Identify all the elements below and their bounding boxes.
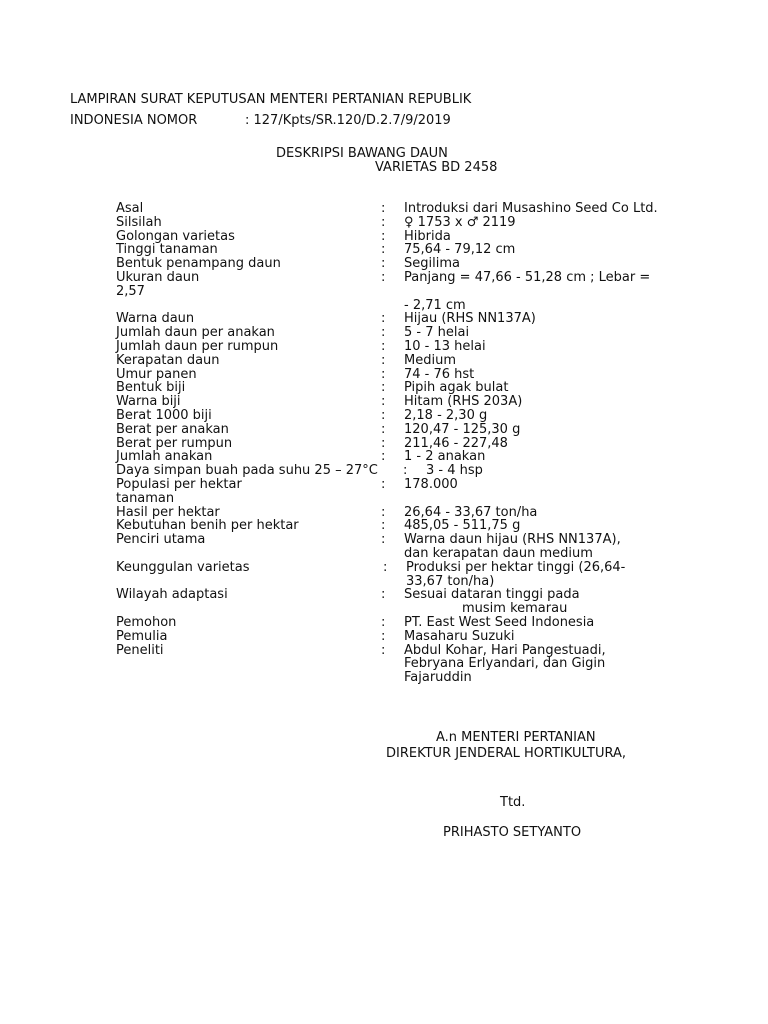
row-value: Segilima [404,256,460,271]
row-colon: : [381,242,386,257]
row-colon: : [381,643,386,658]
row-label: Silsilah [116,215,162,230]
row-value: 3 - 4 hsp [426,463,483,478]
row-colon: : [381,380,386,395]
row-label: Pemulia [116,629,168,644]
header-line-2-value: : 127/Kpts/SR.120/D.2.7/9/2019 [245,113,451,128]
row-value: Abdul Kohar, Hari Pangestuadi, [404,643,606,658]
row-value: PT. East West Seed Indonesia [404,615,595,630]
row-label: Penciri utama [116,532,206,547]
row-value: 178.000 [404,477,458,492]
row-label: Umur panen [116,367,197,382]
row-label: Warna daun [116,311,195,326]
row-colon: : [381,408,386,423]
row-value: Fajaruddin [404,670,472,685]
signature-ttd: Ttd. [500,795,526,810]
row-colon: : [381,201,386,216]
row-colon: : [381,587,386,602]
row-label: Golongan varietas [116,229,235,244]
row-label: Populasi per hektar [116,477,242,492]
header-line-2-label: INDONESIA NOMOR [70,113,198,128]
row-value: Masaharu Suzuki [404,629,515,644]
row-colon: : [381,629,386,644]
row-value: Hitam (RHS 203A) [404,394,523,409]
row-value: 485,05 - 511,75 g [404,518,521,533]
row-colon: : [381,436,386,451]
row-value: 120,47 - 125,30 g [404,422,521,437]
row-value: Hijau (RHS NN137A) [404,311,536,326]
row-label: Ukuran daun [116,270,200,285]
row-colon: : [381,367,386,382]
row-value: 33,67 ton/ha) [406,574,495,589]
row-colon: : [381,518,386,533]
row-value: ♀ 1753 x ♂ 2119 [404,215,516,230]
row-value: Introduksi dari Musashino Seed Co Ltd. [404,201,658,216]
row-colon: : [381,270,386,285]
row-value: 26,64 - 33,67 ton/ha [404,505,538,520]
row-label: Wilayah adaptasi [116,587,228,602]
row-value: Medium [404,353,456,368]
row-colon: : [381,215,386,230]
header-line-1: LAMPIRAN SURAT KEPUTUSAN MENTERI PERTANIAN REPUBLIK [70,92,472,107]
row-colon: : [383,560,388,575]
row-value: 74 - 76 hst [404,367,475,382]
row-label: Warna biji [116,394,181,409]
row-label: Asal [116,201,144,216]
row-colon: : [381,505,386,520]
row-value: - 2,71 cm [404,298,466,313]
row-colon: : [403,463,408,478]
row-colon: : [381,325,386,340]
row-value: dan kerapatan daun medium [404,546,593,561]
row-value: Hibrida [404,229,451,244]
row-label: Bentuk biji [116,380,186,395]
signatory-name: PRIHASTO SETYANTO [443,825,582,840]
row-value: 1 - 2 anakan [404,449,486,464]
row-label: Hasil per hektar [116,505,220,520]
row-colon: : [381,229,386,244]
row-colon: : [381,394,386,409]
row-label: 2,57 [116,284,145,299]
row-colon: : [381,477,386,492]
row-value: Panjang = 47,66 - 51,28 cm ; Lebar = [404,270,651,285]
row-label: Kebutuhan benih per hektar [116,518,299,533]
row-label: Jumlah daun per anakan [116,325,275,340]
row-value: 75,64 - 79,12 cm [404,242,516,257]
row-colon: : [381,615,386,630]
row-label: Tinggi tanaman [116,242,218,257]
row-colon: : [381,353,386,368]
row-label: Bentuk penampang daun [116,256,281,271]
row-value: 211,46 - 227,48 [404,436,508,451]
row-value: Sesuai dataran tinggi pada [404,587,580,602]
row-colon: : [381,311,386,326]
row-value: 5 - 7 helai [404,325,470,340]
row-label: Berat 1000 biji [116,408,212,423]
row-label: Daya simpan buah pada suhu 25 – 27°C [116,463,378,478]
document-subtitle: VARIETAS BD 2458 [375,160,498,175]
row-value: Pipih agak bulat [404,380,509,395]
row-label: Keunggulan varietas [116,560,250,575]
row-label: Berat per anakan [116,422,229,437]
row-colon: : [381,532,386,547]
row-label: Jumlah anakan [116,449,213,464]
row-label: Pemohon [116,615,177,630]
row-value: 2,18 - 2,30 g [404,408,488,423]
row-value: musim kemarau [462,601,568,616]
row-colon: : [381,422,386,437]
row-value: Febryana Erlyandari, dan Gigin [404,656,606,671]
row-colon: : [381,339,386,354]
row-label: Jumlah daun per rumpun [116,339,279,354]
signature-title: DIREKTUR JENDERAL HORTIKULTURA, [386,746,626,761]
row-label: Kerapatan daun [116,353,220,368]
row-colon: : [381,256,386,271]
row-value: 10 - 13 helai [404,339,486,354]
row-value: Warna daun hijau (RHS NN137A), [404,532,621,547]
document-title: DESKRIPSI BAWANG DAUN [276,146,448,161]
signature-on-behalf: A.n MENTERI PERTANIAN [436,730,596,745]
row-label: Berat per rumpun [116,436,233,451]
row-colon: : [381,449,386,464]
row-value: Produksi per hektar tinggi (26,64- [406,560,626,575]
row-label: tanaman [116,491,175,506]
row-label: Peneliti [116,643,164,658]
